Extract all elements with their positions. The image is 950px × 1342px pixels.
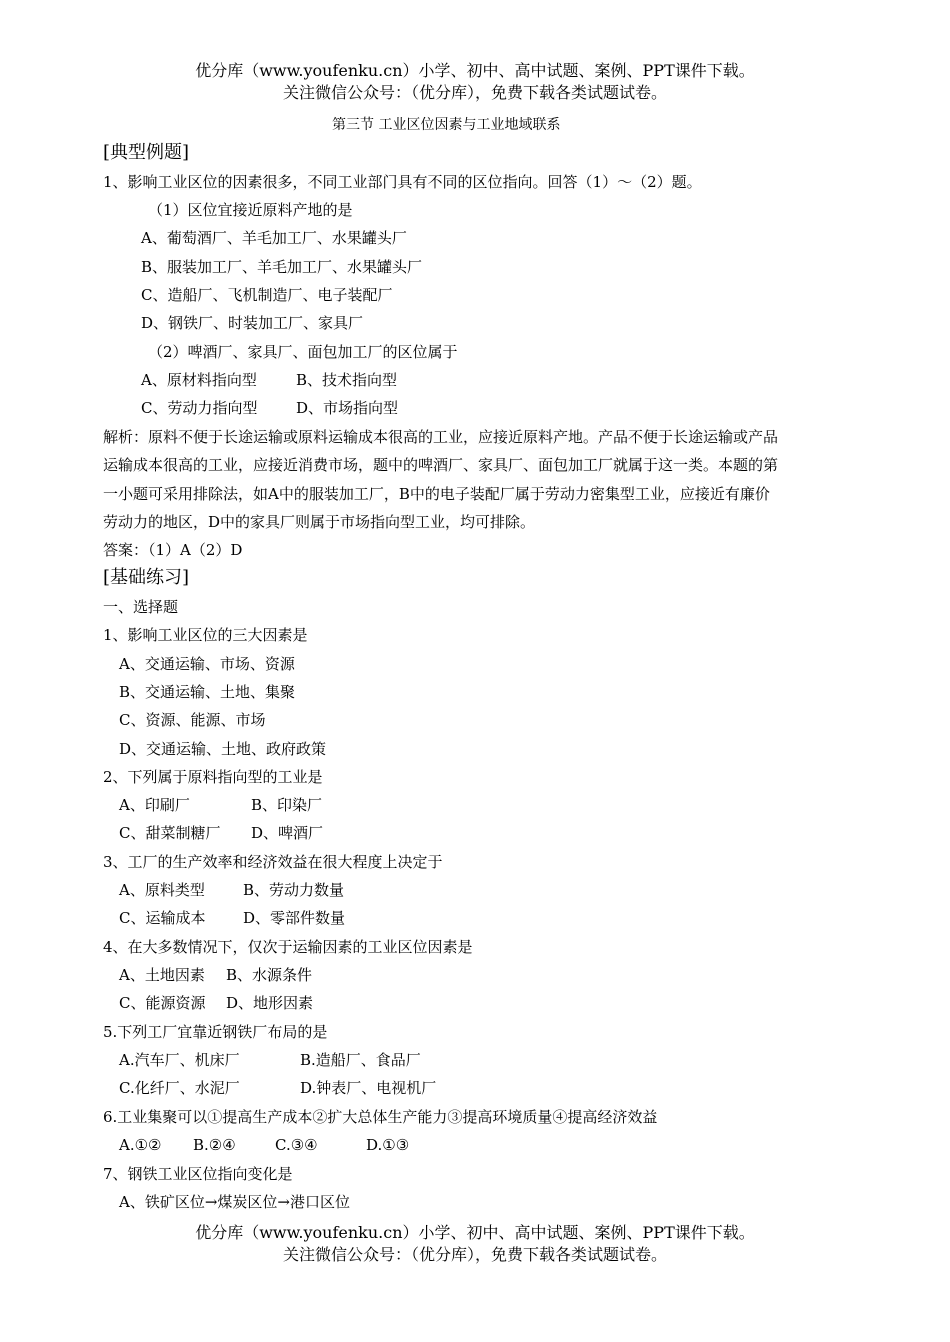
question-option: D.①③	[366, 1136, 410, 1154]
example-sub1-option: B、服装加工厂、羊毛加工厂、水果罐头厂	[141, 258, 423, 276]
header-line-1: 优分库（www.youfenku.cn）小学、初中、高中试题、案例、PPT课件下载。	[195, 61, 755, 80]
question-stem: 6.工业集聚可以①提高生产成本②扩大总体生产能力③提高环境质量④提高经济效益	[103, 1108, 658, 1126]
header-line-2: 关注微信公众号：（优分库），免费下载各类试题试卷。	[282, 83, 667, 102]
example-sub2-option: A、原材料指向型	[141, 371, 257, 389]
example-question-1: 1、影响工业区位的因素很多，不同工业部门具有不同的区位指向。回答（1）～（2）题。	[103, 173, 702, 191]
analysis-line: 一小题可采用排除法，如A中的服装加工厂，B中的电子装配厂属于劳动力密集型工业，应接近有廉价	[103, 485, 770, 503]
example-sub2-option: B、技术指向型	[296, 371, 398, 389]
question-option: C、能源资源	[119, 994, 206, 1012]
question-stem: 2、下列属于原料指向型的工业是	[103, 768, 323, 786]
example-sub1-option: D、钢铁厂、时装加工厂、家具厂	[141, 314, 364, 332]
example-sub2-option: D、市场指向型	[296, 399, 399, 417]
question-option: B、印染厂	[251, 796, 323, 814]
question-option: C、甜菜制糖厂	[119, 824, 221, 842]
question-stem: 4、在大多数情况下，仅次于运输因素的工业区位因素是	[103, 938, 473, 956]
question-stem: 5.下列工厂宜靠近钢铁厂布局的是	[103, 1023, 328, 1041]
question-option: A、土地因素	[119, 966, 205, 984]
question-option: A、交通运输、市场、资源	[119, 655, 295, 673]
question-option: A、原料类型	[119, 881, 205, 899]
question-option: D.钟表厂、电视机厂	[300, 1079, 437, 1097]
question-option: A、铁矿区位→煤炭区位→港口区位	[119, 1193, 350, 1211]
example-sub2-option: C、劳动力指向型	[141, 399, 258, 417]
example-sub1-option: C、造船厂、飞机制造厂、电子装配厂	[141, 286, 393, 304]
question-option: D、地形因素	[226, 994, 314, 1012]
example-sub1-option: A、葡萄酒厂、羊毛加工厂、水果罐头厂	[141, 229, 407, 247]
practice-section-heading: [基础练习]	[103, 567, 190, 588]
answer-line: 答案：（1）A（2）D	[103, 541, 243, 559]
example-subquestion-2: （2）啤酒厂、家具厂、面包加工厂的区位属于	[148, 343, 458, 361]
example-subquestion-1: （1）区位宜接近原料产地的是	[148, 201, 353, 219]
section-title: 第三节 工业区位因素与工业地域联系	[332, 117, 561, 133]
question-option: D、零部件数量	[243, 909, 346, 927]
question-option: C.③④	[275, 1136, 318, 1154]
question-option: B、水源条件	[226, 966, 313, 984]
analysis-line: 运输成本很高的工业，应接近消费市场，题中的啤酒厂、家具厂、面包加工厂就属于这一类。本题的第	[103, 456, 779, 474]
question-option: A.汽车厂、机床厂	[119, 1051, 240, 1069]
question-option: B.造船厂、食品厂	[300, 1051, 421, 1069]
question-stem: 1、影响工业区位的三大因素是	[103, 626, 308, 644]
analysis-line: 解析：原料不便于长途运输或原料运输成本很高的工业，应接近原料产地。产品不便于长途运输或产品	[103, 428, 779, 446]
question-option: B、交通运输、土地、集聚	[119, 683, 296, 701]
footer-line-1: 优分库（www.youfenku.cn）小学、初中、高中试题、案例、PPT课件下载。	[195, 1223, 755, 1242]
question-option: C、资源、能源、市场	[119, 711, 266, 729]
part-heading: 一、选择题	[103, 598, 179, 616]
question-option: B.②④	[193, 1136, 236, 1154]
example-section-heading: [典型例题]	[103, 142, 190, 163]
question-option: B、劳动力数量	[243, 881, 345, 899]
question-option: C.化纤厂、水泥厂	[119, 1079, 240, 1097]
question-stem: 3、工厂的生产效率和经济效益在很大程度上决定于	[103, 853, 443, 871]
question-option: A、印刷厂	[119, 796, 190, 814]
question-option: C、运输成本	[119, 909, 206, 927]
question-option: D、啤酒厂	[251, 824, 324, 842]
question-stem: 7、钢铁工业区位指向变化是	[103, 1165, 293, 1183]
question-option: D、交通运输、土地、政府政策	[119, 740, 327, 758]
footer-line-2: 关注微信公众号：（优分库），免费下载各类试题试卷。	[282, 1245, 667, 1264]
analysis-line: 劳动力的地区，D中的家具厂则属于市场指向型工业，均可排除。	[103, 513, 536, 531]
question-option: A.①②	[119, 1136, 162, 1154]
